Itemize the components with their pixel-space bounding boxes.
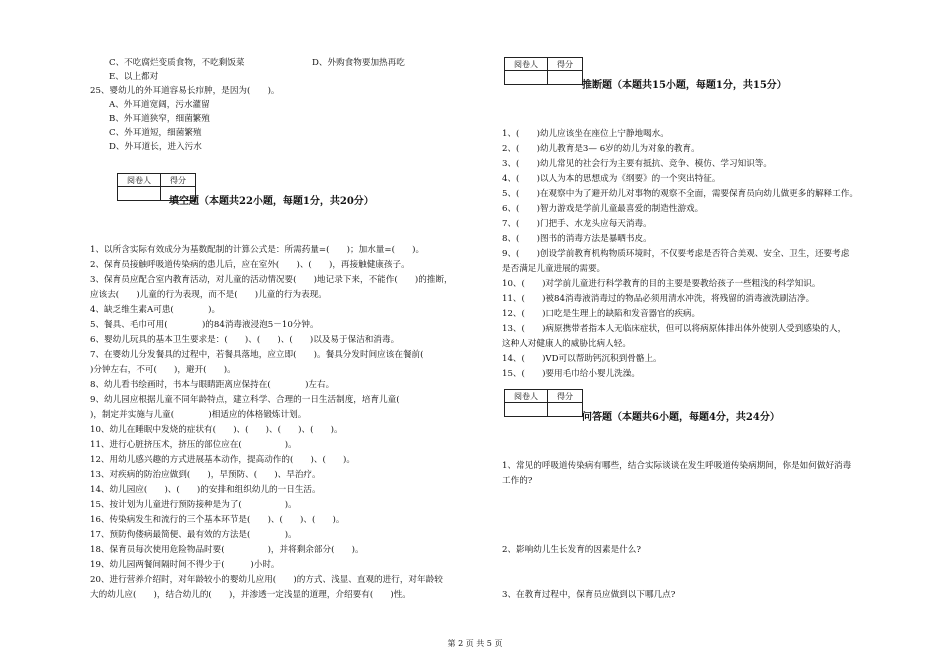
fill-line-2: 2、保育员接触呼吸道传染病的患儿后，应在室外( )、( )，再接触健康孩子。 xyxy=(90,260,410,270)
judge-line-13b: 这种人对健康人的威胁比病人轻。 xyxy=(502,339,631,349)
judge-section-title: 推断题（本题共15小题，每题1分，共15分） xyxy=(582,80,787,91)
judge-line-1: 1、( )幼儿应该坐在座位上宁静地喝水。 xyxy=(502,129,669,139)
fill-line-20b: 大的幼儿应( )，结合幼儿的( )，并渗透一定浅显的道理，介绍要有( )性。 xyxy=(90,590,411,600)
fill-line-7b: )分钟左右，不可( )，避开( )。 xyxy=(90,365,236,375)
fill-line-13: 13、对疾病的防治应做到( )，早预防、( )、早治疗。 xyxy=(90,470,321,480)
judge-line-12: 12、( )口吃是生理上的缺陷和发音器官的疾病。 xyxy=(502,309,701,319)
judge-line-9b: 是否满足儿童进展的需要。 xyxy=(502,264,606,274)
judge-line-4: 4、( )以人为本的思想成为《纲要》的一个突出特征。 xyxy=(502,174,721,184)
fill-line-16: 16、传染病发生和流行的三个基本环节是( )、( )、( )。 xyxy=(90,515,345,525)
judge-line-11: 11、( )被84消毒液消毒过的物品必须用清水冲洗，将残留的消毒液洗刷洁净。 xyxy=(502,294,815,304)
fill-line-10: 10、幼儿在睡眠中发烧的症状有( )、( )、( )、( )。 xyxy=(90,425,343,435)
fill-line-1: 1、以所含实际有效成分为基数配制的计算公式是：所需药量=( )；加水量=( )。 xyxy=(90,245,425,255)
fill-line-4: 4、缺乏维生素A可患( )。 xyxy=(90,305,221,315)
judge-line-9: 9、( )创设学前教育机构物质环境时，不仅要考虑是否符合美观、安全、卫生，还要考虑 xyxy=(502,249,850,259)
qa-line-3: 3、在教育过程中，保育员应做到以下哪几点? xyxy=(502,590,676,600)
fill-line-8: 8、幼儿看书绘画时，书本与眼睛距离应保持在( )左右。 xyxy=(90,380,335,390)
reviewer-cell xyxy=(118,187,161,201)
fill-line-17: 17、预防佝偻病最简便、最有效的方法是( )。 xyxy=(90,530,297,540)
judge-line-8: 8、( )图书的消毒方法是暴晒书皮。 xyxy=(502,234,652,244)
fill-line-3: 3、保育员应配合室内教育活动，对儿童的活动情况要( )地记录下来，不能作( )的推断， xyxy=(90,275,453,285)
judge-line-14: 14、( )VD可以帮助钙沉积到骨骼上。 xyxy=(502,354,662,364)
fill-line-9b: )，制定并实施与儿童( )相适应的体格锻炼计划。 xyxy=(90,410,307,420)
judge-line-10: 10、( )对学前儿童进行科学教育的目的主要是要教给孩子一些粗浅的科学知识。 xyxy=(502,279,821,289)
fill-section-title: 填空题（本题共22小题，每题1分，共20分） xyxy=(169,196,374,207)
judge-line-13: 13、( )病原携带者指本人无临床症状，但可以将病原体排出体外使别人受到感染的人， xyxy=(502,324,847,334)
judge-line-15: 15、( )要用毛巾给小婴儿洗澡。 xyxy=(502,369,640,379)
reviewer-label: 阅卷人 xyxy=(118,174,161,187)
score-label: 得分 xyxy=(548,390,583,403)
question-25-option-b: B、外耳道狭窄，细菌繁殖 xyxy=(109,114,210,124)
reviewer-cell xyxy=(505,403,548,417)
fill-line-5: 5、餐具、毛巾可用( )的84消毒液浸泡5－10分钟。 xyxy=(90,320,319,330)
score-label: 得分 xyxy=(548,58,583,71)
qa-section-title: 问答题（本题共6小题，每题4分，共24分） xyxy=(582,412,780,423)
score-label: 得分 xyxy=(161,174,196,187)
score-box xyxy=(504,57,583,85)
fill-line-14: 14、幼儿园应( )、( )的安排和组织幼儿的一日生活。 xyxy=(90,485,321,495)
question-25: 25、婴幼儿的外耳道容易长疖肿，是因为( )。 xyxy=(90,86,280,96)
fill-line-9: 9、幼儿园应根据儿童不同年龄特点，建立科学、合理的一日生活制度，培育儿童( xyxy=(90,395,434,405)
judge-line-6: 6、( )智力游戏是学前儿童最喜爱的制造性游戏。 xyxy=(502,204,704,214)
fill-line-11: 11、进行心脏挤压术，挤压的部位应在( )。 xyxy=(90,440,297,450)
reviewer-label: 阅卷人 xyxy=(505,58,548,71)
score-cell xyxy=(548,71,583,85)
qa-line-1b: 工作的? xyxy=(502,476,533,486)
option-c-prev: C、不吃腐烂变质食物，不吃剩饭菜 xyxy=(109,58,245,68)
fill-line-3b: 应该去( )儿童的行为表现，而不是( )儿童的行为表现。 xyxy=(90,290,327,300)
judge-line-2: 2、( )幼儿教育是3— 6岁的幼儿为对象的教育。 xyxy=(502,144,700,154)
fill-line-12: 12、用幼儿感兴趣的方式进展基本动作，提高动作的( )、( )。 xyxy=(90,455,355,465)
judge-line-7: 7、( )门把手、水龙头应每天消毒。 xyxy=(502,219,652,229)
option-d-prev: D、外购食物要加热再吃 xyxy=(312,58,405,68)
qa-line-2: 2、影响幼儿生长发育的因素是什么? xyxy=(502,545,641,555)
fill-line-18: 18、保育员每次使用危险物品时要( )，并将剩余部分( )。 xyxy=(90,545,364,555)
option-e-prev: E、以上都对 xyxy=(109,72,159,82)
page-footer: 第 2 页 共 5 页 xyxy=(447,639,503,648)
judge-line-3: 3、( )幼儿常见的社会行为主要有抵抗、竞争、模仿、学习知识等。 xyxy=(502,159,772,169)
fill-line-20: 20、进行营养介绍时，对年龄较小的婴幼儿应用( )的方式、浅显、直观的进行，对年龄较 xyxy=(90,575,443,585)
question-25-option-a: A、外耳道宽阔，污水灌留 xyxy=(109,100,210,110)
score-box xyxy=(504,389,583,417)
score-cell xyxy=(548,403,583,417)
fill-line-15: 15、按计划为儿童进行预防接种是为了( )。 xyxy=(90,500,297,510)
question-25-option-c: C、外耳道短，细菌繁殖 xyxy=(109,128,202,138)
reviewer-label: 阅卷人 xyxy=(505,390,548,403)
judge-line-5: 5、( )在观察中为了避开幼儿对事物的观察不全面，需要保育员向幼儿做更多的解释工作。 xyxy=(502,189,858,199)
question-25-option-d: D、外耳道长，进入污水 xyxy=(109,142,202,152)
qa-line-1: 1、常见的呼吸道传染病有哪些，结合实际谈谈在发生呼吸道传染病期间，你是如何做好消毒 xyxy=(502,461,852,471)
fill-line-7: 7、在婴幼儿分发餐具的过程中，若餐具落地，应立即( )。餐具分发时间应该在餐前( xyxy=(90,350,441,360)
reviewer-cell xyxy=(505,71,548,85)
fill-line-6: 6、婴幼儿玩具的基本卫生要求是：( )、( )、( )以及易于保洁和消毒。 xyxy=(90,335,400,345)
fill-line-19: 19、幼儿园两餐间隔时间不得少于( )小时。 xyxy=(90,560,280,570)
